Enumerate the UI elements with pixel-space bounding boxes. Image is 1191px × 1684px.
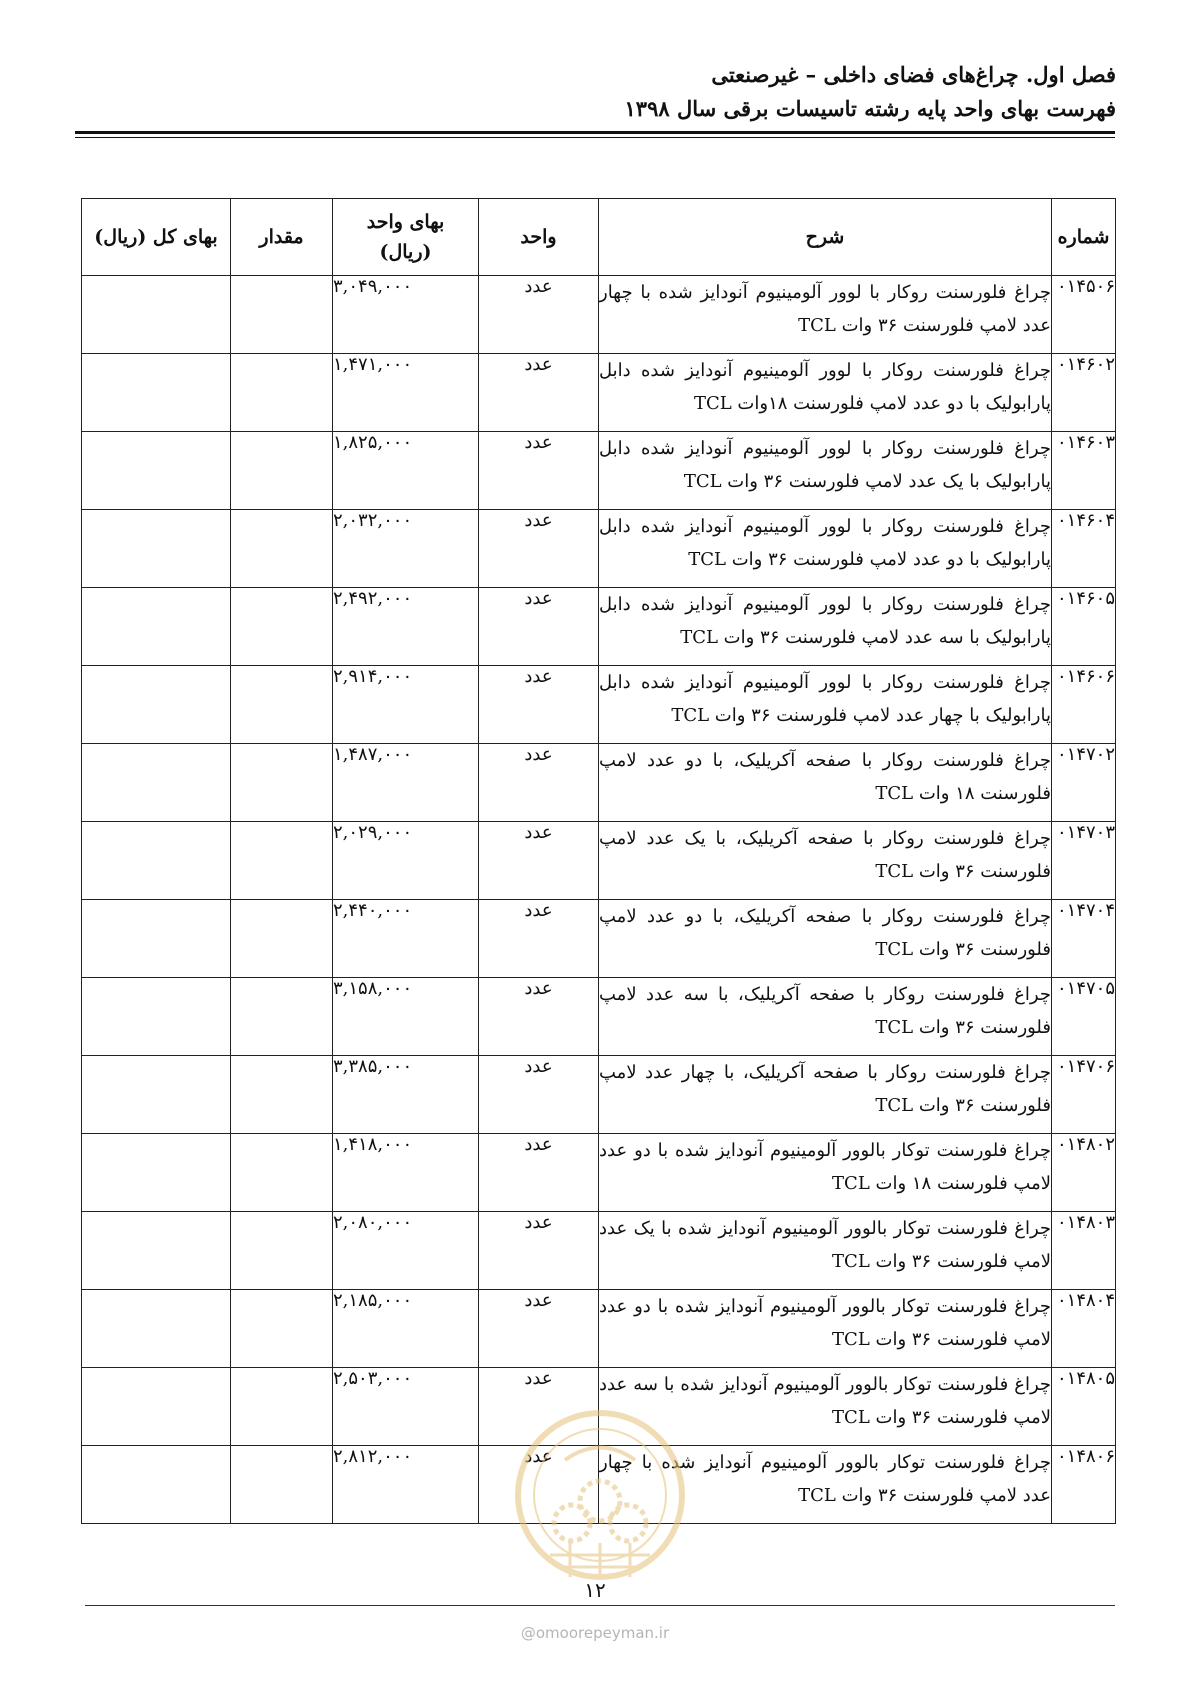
table-body: [82, 276, 1116, 1524]
item-total-price: [82, 666, 231, 744]
footer-divider: [85, 1605, 1115, 1606]
item-quantity: [231, 432, 333, 510]
price-table: [81, 198, 1116, 1524]
table-row: [82, 666, 1116, 744]
item-unit: عدد: [479, 900, 599, 978]
item-unit: عدد: [479, 822, 599, 900]
item-unit-price: ۲,۰۲۹,۰۰۰: [333, 822, 479, 900]
header-unit-price-currency: (ریال): [379, 241, 432, 263]
table-row: [82, 822, 1116, 900]
table-row: [82, 900, 1116, 978]
table-row: [82, 276, 1116, 354]
item-unit: عدد: [479, 588, 599, 666]
header-total-price: بهای کل (ریال): [82, 199, 231, 276]
table-row: [82, 1212, 1116, 1290]
table-row: [82, 354, 1116, 432]
item-code: ۰۱۴۷۰۳: [1052, 822, 1116, 900]
page-header: [76, 58, 1116, 126]
item-quantity: [231, 900, 333, 978]
item-total-price: [82, 1290, 231, 1368]
item-code: ۰۱۴۶۰۶: [1052, 666, 1116, 744]
item-quantity: [231, 744, 333, 822]
item-unit-price: ۲,۴۹۲,۰۰۰: [333, 588, 479, 666]
item-unit: عدد: [479, 1212, 599, 1290]
table-row: [82, 978, 1116, 1056]
header-code: شماره: [1052, 199, 1116, 276]
item-total-price: [82, 822, 231, 900]
page-number: ۱۲: [584, 1578, 606, 1602]
item-total-price: [82, 744, 231, 822]
header-unit: واحد: [479, 199, 599, 276]
item-description: چراغ فلورسنت توکار بالوور آلومینیوم آنودایز شده با دو عدد لامپ فلورسنت ۱۸ وات TCL: [599, 1134, 1052, 1212]
item-unit-price: ۱,۴۷۱,۰۰۰: [333, 354, 479, 432]
header-unit-price-label: بهای واحد: [366, 211, 445, 233]
item-quantity: [231, 354, 333, 432]
item-description: چراغ فلورسنت روکار با لوور آلومینیوم آنودایز شده دابل پارابولیک با یک عدد لامپ فلورسنت ۳۶ وات TCL: [599, 432, 1052, 510]
header-quantity: مقدار: [231, 199, 333, 276]
item-quantity: [231, 1212, 333, 1290]
item-total-price: [82, 1212, 231, 1290]
item-unit: عدد: [479, 354, 599, 432]
table-row: [82, 432, 1116, 510]
item-unit: عدد: [479, 1290, 599, 1368]
item-unit-price: ۲,۱۸۵,۰۰۰: [333, 1290, 479, 1368]
header-divider: [75, 131, 1115, 138]
item-description: چراغ فلورسنت روکار با صفحه آکریلیک، با چهار عدد لامپ فلورسنت ۳۶ وات TCL: [599, 1056, 1052, 1134]
item-quantity: [231, 1446, 333, 1524]
item-unit-price: ۲,۸۱۲,۰۰۰: [333, 1446, 479, 1524]
item-unit-price: ۱,۸۲۵,۰۰۰: [333, 432, 479, 510]
item-description: چراغ فلورسنت روکار با صفحه آکریلیک، با دو عدد لامپ فلورسنت ۳۶ وات TCL: [599, 900, 1052, 978]
item-unit: عدد: [479, 978, 599, 1056]
item-unit-price: ۲,۵۰۳,۰۰۰: [333, 1368, 479, 1446]
item-code: ۰۱۴۶۰۲: [1052, 354, 1116, 432]
item-code: ۰۱۴۶۰۳: [1052, 432, 1116, 510]
item-code: ۰۱۴۵۰۶: [1052, 276, 1116, 354]
item-code: ۰۱۴۸۰۶: [1052, 1446, 1116, 1524]
chapter-title: فصل اول. چراغ‌های فضای داخلی – غیرصنعتی: [711, 62, 1116, 87]
header-description: شرح: [599, 199, 1052, 276]
item-description: چراغ فلورسنت روکار با لوور آلومینیوم آنودایز شده دابل پارابولیک با دو عدد لامپ فلورسنت ۳۶ وات TCL: [599, 510, 1052, 588]
item-total-price: [82, 1368, 231, 1446]
item-description: چراغ فلورسنت توکار بالوور آلومینیوم آنودایز شده با دو عدد لامپ فلورسنت ۳۶ وات TCL: [599, 1290, 1052, 1368]
table-row: [82, 744, 1116, 822]
item-total-price: [82, 900, 231, 978]
item-code: ۰۱۴۷۰۶: [1052, 1056, 1116, 1134]
item-unit-price: ۳,۰۴۹,۰۰۰: [333, 276, 479, 354]
item-quantity: [231, 666, 333, 744]
price-list-title: فهرست بهای واحد پایه رشته تاسیسات برقی سال ۱۳۹۸: [624, 96, 1116, 121]
item-quantity: [231, 978, 333, 1056]
item-code: ۰۱۴۶۰۵: [1052, 588, 1116, 666]
item-unit: عدد: [479, 666, 599, 744]
item-unit: عدد: [479, 1446, 599, 1524]
item-description: چراغ فلورسنت روکار با صفحه آکریلیک، با سه عدد لامپ فلورسنت ۳۶ وات TCL: [599, 978, 1052, 1056]
table-row: [82, 588, 1116, 666]
item-unit: عدد: [479, 1056, 599, 1134]
item-code: ۰۱۴۷۰۴: [1052, 900, 1116, 978]
item-total-price: [82, 588, 231, 666]
item-description: چراغ فلورسنت روکار با لوور آلومینیوم آنودایز شده دابل پارابولیک با دو عدد لامپ فلورسنت ۱۸وات TCL: [599, 354, 1052, 432]
header-unit-price: [333, 199, 479, 276]
item-quantity: [231, 510, 333, 588]
item-unit-price: ۳,۳۸۵,۰۰۰: [333, 1056, 479, 1134]
item-unit-price: ۲,۴۴۰,۰۰۰: [333, 900, 479, 978]
item-code: ۰۱۴۷۰۵: [1052, 978, 1116, 1056]
item-code: ۰۱۴۸۰۳: [1052, 1212, 1116, 1290]
table-row: [82, 1290, 1116, 1368]
item-unit-price: ۱,۴۸۷,۰۰۰: [333, 744, 479, 822]
item-unit: عدد: [479, 744, 599, 822]
item-total-price: [82, 978, 231, 1056]
item-unit-price: ۱,۴۱۸,۰۰۰: [333, 1134, 479, 1212]
item-unit: عدد: [479, 1134, 599, 1212]
item-total-price: [82, 510, 231, 588]
item-quantity: [231, 588, 333, 666]
item-quantity: [231, 276, 333, 354]
item-unit-price: ۲,۰۸۰,۰۰۰: [333, 1212, 479, 1290]
item-total-price: [82, 1446, 231, 1524]
item-code: ۰۱۴۷۰۲: [1052, 744, 1116, 822]
item-code: ۰۱۴۸۰۵: [1052, 1368, 1116, 1446]
item-total-price: [82, 1056, 231, 1134]
item-code: ۰۱۴۸۰۲: [1052, 1134, 1116, 1212]
item-total-price: [82, 432, 231, 510]
watermark-seal-icon: [510, 1405, 690, 1595]
item-unit: عدد: [479, 432, 599, 510]
item-unit-price: ۲,۹۱۴,۰۰۰: [333, 666, 479, 744]
table-row: [82, 1056, 1116, 1134]
item-quantity: [231, 1290, 333, 1368]
item-description: چراغ فلورسنت روکار با لوور آلومینیوم آنودایز شده با چهار عدد لامپ فلورسنت ۳۶ وات TCL: [599, 276, 1052, 354]
table-row: [82, 510, 1116, 588]
item-description: چراغ فلورسنت توکار بالوور آلومینیوم آنودایز شده با یک عدد لامپ فلورسنت ۳۶ وات TCL: [599, 1212, 1052, 1290]
item-description: چراغ فلورسنت روکار با لوور آلومینیوم آنودایز شده دابل پارابولیک با سه عدد لامپ فلورسنت ۳۶ وات TCL: [599, 588, 1052, 666]
item-total-price: [82, 1134, 231, 1212]
item-description: چراغ فلورسنت روکار با صفحه آکریلیک، با دو عدد لامپ فلورسنت ۱۸ وات TCL: [599, 744, 1052, 822]
item-unit-price: ۳,۱۵۸,۰۰۰: [333, 978, 479, 1056]
item-description: چراغ فلورسنت توکار بالوور آلومینیوم آنودایز شده با چهار عدد لامپ فلورسنت ۳۶ وات TCL: [599, 1446, 1052, 1524]
item-unit-price: ۲,۰۳۲,۰۰۰: [333, 510, 479, 588]
item-quantity: [231, 822, 333, 900]
item-unit: عدد: [479, 276, 599, 354]
item-description: چراغ فلورسنت روکار با لوور آلومینیوم آنودایز شده دابل پارابولیک با چهار عدد لامپ فلورسنت ۳۶ وات TCL: [599, 666, 1052, 744]
website-watermark: @omoorepeyman.ir: [520, 1624, 670, 1642]
item-code: ۰۱۴۶۰۴: [1052, 510, 1116, 588]
item-quantity: [231, 1134, 333, 1212]
item-total-price: [82, 276, 231, 354]
item-unit: عدد: [479, 1368, 599, 1446]
item-unit: عدد: [479, 510, 599, 588]
item-description: چراغ فلورسنت روکار با صفحه آکریلیک، با یک عدد لامپ فلورسنت ۳۶ وات TCL: [599, 822, 1052, 900]
item-description: چراغ فلورسنت توکار بالوور آلومینیوم آنودایز شده با سه عدد لامپ فلورسنت ۳۶ وات TCL: [599, 1368, 1052, 1446]
table-row: [82, 1134, 1116, 1212]
table-header-row: [82, 199, 1116, 276]
item-quantity: [231, 1368, 333, 1446]
item-code: ۰۱۴۸۰۴: [1052, 1290, 1116, 1368]
item-quantity: [231, 1056, 333, 1134]
item-total-price: [82, 354, 231, 432]
